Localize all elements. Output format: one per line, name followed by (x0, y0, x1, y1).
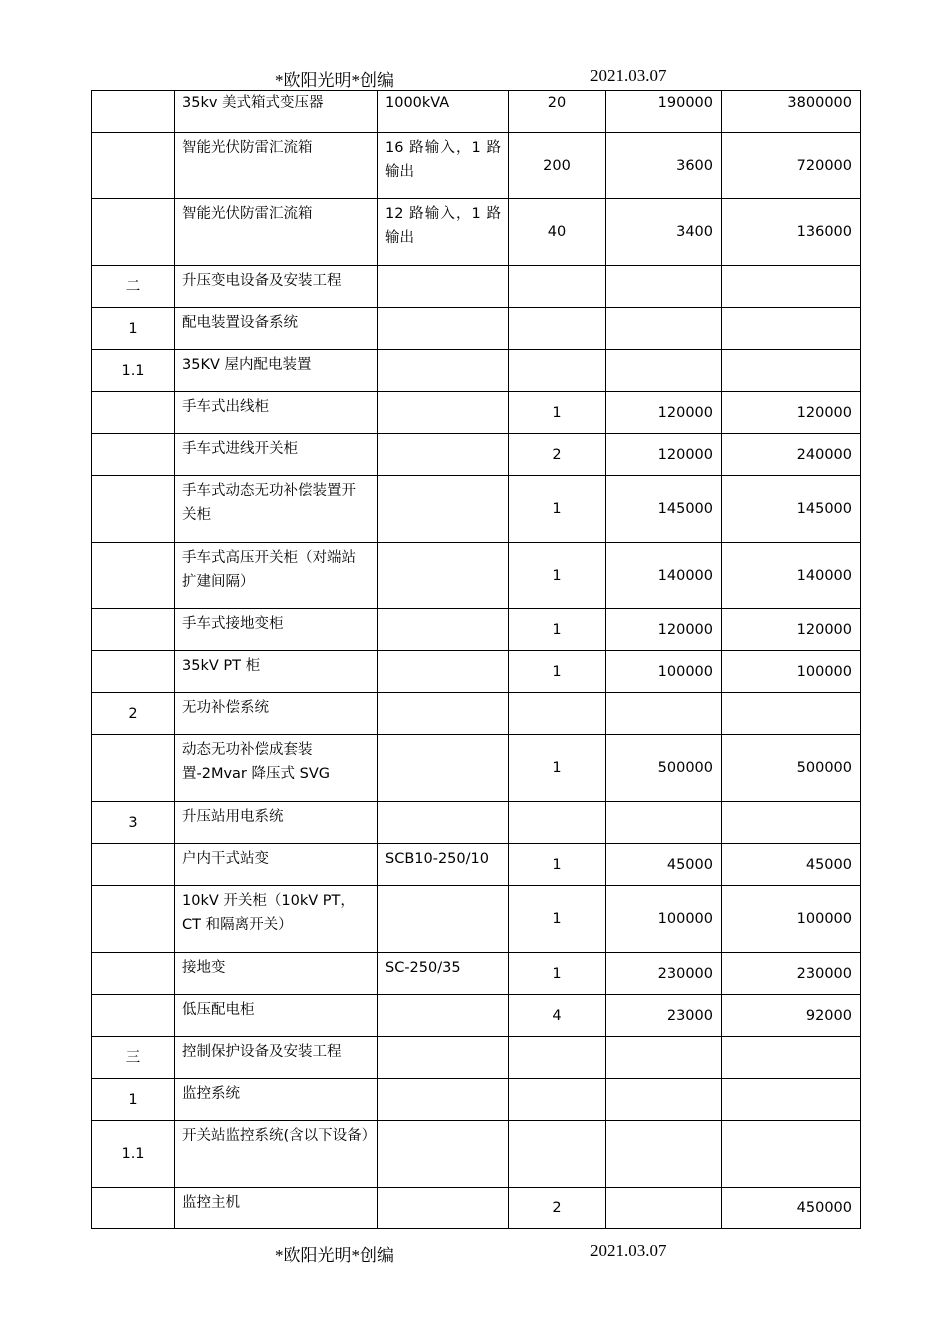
item-price-cell (606, 266, 722, 308)
item-name-cell: 户内干式站变 (175, 844, 378, 886)
item-name-cell: 动态无功补偿成套装置-2Mvar 降压式 SVG (175, 735, 378, 802)
item-price-cell: 120000 (606, 609, 722, 651)
item-spec-cell (378, 308, 509, 350)
item-qty-cell (509, 1079, 606, 1121)
item-total-cell (722, 1037, 861, 1079)
item-no-cell (92, 543, 175, 609)
table-row (92, 392, 861, 434)
item-no-cell (92, 1188, 175, 1229)
item-no-cell (92, 133, 175, 199)
item-total-cell: 92000 (722, 995, 861, 1037)
item-name-cell: 接地变 (175, 953, 378, 995)
item-total-cell (722, 693, 861, 735)
item-price-cell: 140000 (606, 543, 722, 609)
item-name-cell: 智能光伏防雷汇流箱 (175, 199, 378, 266)
item-spec-cell (378, 735, 509, 802)
table-row (92, 1188, 861, 1229)
item-total-cell (722, 802, 861, 844)
item-no-cell (92, 844, 175, 886)
table-row (92, 609, 861, 651)
item-spec-cell (378, 995, 509, 1037)
item-qty-cell: 1 (509, 735, 606, 802)
item-qty-cell: 1 (509, 543, 606, 609)
item-name-cell: 智能光伏防雷汇流箱 (175, 133, 378, 199)
page-header (0, 66, 950, 90)
item-no-cell: 3 (92, 802, 175, 844)
item-name-cell: 升压站用电系统 (175, 802, 378, 844)
item-qty-cell (509, 1121, 606, 1188)
item-price-cell (606, 1079, 722, 1121)
item-no-cell (92, 651, 175, 693)
item-no-cell (92, 735, 175, 802)
table-row (92, 350, 861, 392)
item-name-cell: 无功补偿系统 (175, 693, 378, 735)
item-qty-cell (509, 266, 606, 308)
item-total-cell (722, 1079, 861, 1121)
item-name-cell: 35kv 美式箱式变压器 (175, 91, 378, 133)
item-no-cell: 2 (92, 693, 175, 735)
item-qty-cell: 2 (509, 1188, 606, 1229)
item-qty-cell: 200 (509, 133, 606, 199)
table-row (92, 953, 861, 995)
item-price-cell: 3600 (606, 133, 722, 199)
item-total-cell: 136000 (722, 199, 861, 266)
item-no-cell (92, 434, 175, 476)
item-total-cell: 3800000 (722, 91, 861, 133)
item-spec-cell (378, 266, 509, 308)
item-total-cell (722, 308, 861, 350)
item-spec-cell (378, 609, 509, 651)
item-no-cell (92, 995, 175, 1037)
item-qty-cell: 1 (509, 609, 606, 651)
item-total-cell: 45000 (722, 844, 861, 886)
item-spec-cell (378, 434, 509, 476)
item-name-cell: 手车式接地变柜 (175, 609, 378, 651)
item-qty-cell: 20 (509, 91, 606, 133)
item-price-cell: 100000 (606, 651, 722, 693)
item-no-cell (92, 91, 175, 133)
table-row (92, 995, 861, 1037)
table-row (92, 133, 861, 199)
item-spec-cell (378, 651, 509, 693)
table-row (92, 886, 861, 953)
footer-date: 2021.03.07 (590, 1241, 667, 1260)
table-row (92, 91, 861, 133)
item-name-cell: 低压配电柜 (175, 995, 378, 1037)
page-footer (0, 1241, 950, 1265)
item-qty-cell: 1 (509, 844, 606, 886)
item-total-cell (722, 350, 861, 392)
item-name-cell: 控制保护设备及安装工程 (175, 1037, 378, 1079)
table-row (92, 735, 861, 802)
item-total-cell (722, 266, 861, 308)
item-no-cell (92, 476, 175, 543)
item-name-cell: 开关站监控系统(含以下设备） (175, 1121, 378, 1188)
item-price-cell (606, 693, 722, 735)
table-row (92, 651, 861, 693)
item-spec-cell (378, 693, 509, 735)
table-row (92, 693, 861, 735)
table-row (92, 1121, 861, 1188)
item-no-cell: 1 (92, 1079, 175, 1121)
table-row (92, 308, 861, 350)
item-spec-cell (378, 392, 509, 434)
item-name-cell: 监控系统 (175, 1079, 378, 1121)
item-price-cell: 120000 (606, 434, 722, 476)
item-no-cell: 1.1 (92, 1121, 175, 1188)
item-total-cell (722, 1121, 861, 1188)
item-spec-cell: 16 路输入，1 路输出 (378, 133, 509, 199)
item-price-cell (606, 350, 722, 392)
item-total-cell: 120000 (722, 392, 861, 434)
item-price-cell (606, 308, 722, 350)
item-qty-cell: 1 (509, 886, 606, 953)
item-no-cell (92, 953, 175, 995)
item-spec-cell: 12 路输入，1 路输出 (378, 199, 509, 266)
item-qty-cell: 1 (509, 392, 606, 434)
item-price-cell: 3400 (606, 199, 722, 266)
item-name-cell: 配电装置设备系统 (175, 308, 378, 350)
item-name-cell: 监控主机 (175, 1188, 378, 1229)
item-total-cell: 100000 (722, 886, 861, 953)
item-total-cell: 100000 (722, 651, 861, 693)
item-spec-cell (378, 1188, 509, 1229)
footer-author: *欧阳光明*创编 (275, 1246, 394, 1265)
item-name-cell: 35KV 屋内配电装置 (175, 350, 378, 392)
item-spec-cell (378, 476, 509, 543)
item-price-cell (606, 1188, 722, 1229)
item-price-cell: 230000 (606, 953, 722, 995)
item-qty-cell: 40 (509, 199, 606, 266)
item-spec-cell (378, 350, 509, 392)
item-spec-cell (378, 802, 509, 844)
table-row (92, 844, 861, 886)
item-price-cell (606, 1037, 722, 1079)
item-total-cell: 230000 (722, 953, 861, 995)
item-qty-cell: 1 (509, 476, 606, 543)
item-price-cell: 23000 (606, 995, 722, 1037)
item-spec-cell: SCB10-250/10 (378, 844, 509, 886)
item-total-cell: 500000 (722, 735, 861, 802)
item-qty-cell (509, 350, 606, 392)
item-price-cell: 45000 (606, 844, 722, 886)
item-name-cell: 手车式动态无功补偿装置开关柜 (175, 476, 378, 543)
header-date: 2021.03.07 (590, 66, 667, 85)
item-total-cell: 450000 (722, 1188, 861, 1229)
item-price-cell: 120000 (606, 392, 722, 434)
item-price-cell: 100000 (606, 886, 722, 953)
item-qty-cell (509, 693, 606, 735)
item-name-cell: 手车式高压开关柜（对端站扩建间隔） (175, 543, 378, 609)
item-qty-cell (509, 1037, 606, 1079)
item-no-cell (92, 609, 175, 651)
item-name-cell: 升压变电设备及安装工程 (175, 266, 378, 308)
item-price-cell: 145000 (606, 476, 722, 543)
item-total-cell: 240000 (722, 434, 861, 476)
table-row (92, 1037, 861, 1079)
item-price-cell (606, 802, 722, 844)
item-qty-cell: 2 (509, 434, 606, 476)
item-no-cell (92, 886, 175, 953)
item-price-cell: 500000 (606, 735, 722, 802)
item-qty-cell: 1 (509, 651, 606, 693)
item-name-cell: 10kV 开关柜（10kV PT，CT 和隔离开关） (175, 886, 378, 953)
item-total-cell: 120000 (722, 609, 861, 651)
item-price-cell: 190000 (606, 91, 722, 133)
item-total-cell: 720000 (722, 133, 861, 199)
item-spec-cell: SC-250/35 (378, 953, 509, 995)
item-spec-cell (378, 1037, 509, 1079)
table-row (92, 1079, 861, 1121)
item-no-cell: 三 (92, 1037, 175, 1079)
table-row (92, 476, 861, 543)
item-no-cell: 1 (92, 308, 175, 350)
table-row (92, 434, 861, 476)
item-spec-cell (378, 1121, 509, 1188)
item-name-cell: 手车式进线开关柜 (175, 434, 378, 476)
table-row (92, 199, 861, 266)
equipment-cost-table (91, 90, 861, 1229)
item-no-cell: 1.1 (92, 350, 175, 392)
item-spec-cell (378, 886, 509, 953)
table-row (92, 266, 861, 308)
item-name-cell: 手车式出线柜 (175, 392, 378, 434)
item-spec-cell: 1000kVA (378, 91, 509, 133)
item-qty-cell (509, 308, 606, 350)
header-author: *欧阳光明*创编 (275, 71, 394, 90)
item-qty-cell (509, 802, 606, 844)
item-spec-cell (378, 1079, 509, 1121)
item-price-cell (606, 1121, 722, 1188)
table-row (92, 802, 861, 844)
item-total-cell: 145000 (722, 476, 861, 543)
table-body (92, 91, 861, 1229)
item-no-cell (92, 199, 175, 266)
item-no-cell: 二 (92, 266, 175, 308)
item-qty-cell: 1 (509, 953, 606, 995)
item-spec-cell (378, 543, 509, 609)
item-total-cell: 140000 (722, 543, 861, 609)
item-name-cell: 35kV PT 柜 (175, 651, 378, 693)
item-no-cell (92, 392, 175, 434)
item-qty-cell: 4 (509, 995, 606, 1037)
table-row (92, 543, 861, 609)
